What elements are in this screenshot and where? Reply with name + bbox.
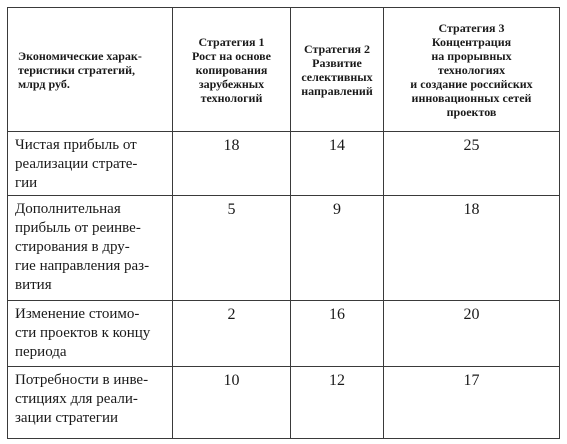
header-characteristics: Экономические харак- теристики стратегий, млрд руб.: [8, 8, 173, 132]
cell-strategy-1: 2: [173, 301, 291, 367]
header-row: [8, 8, 560, 132]
table-header: [8, 8, 560, 132]
row-label-net-profit: Чистая прибыль от реализации страте- гии: [8, 132, 173, 196]
table-body: [8, 132, 560, 439]
header-strategy-1: Стратегия 1 Рост на основе копирования зарубежных технологий: [173, 8, 291, 132]
header-strategy-3: Стратегия 3 Концентрация на прорывных технологиях и создание российских инновационных сетей проектов: [384, 8, 560, 132]
cell-strategy-1: 10: [173, 367, 291, 439]
cell-strategy-2: 16: [291, 301, 384, 367]
cell-strategy-3: 17: [384, 367, 560, 439]
cell-strategy-2: 14: [291, 132, 384, 196]
table-row: [8, 196, 560, 301]
cell-strategy-2: 9: [291, 196, 384, 301]
cell-strategy-3: 25: [384, 132, 560, 196]
header-strategy-2: Стратегия 2 Развитие селективных направлений: [291, 8, 384, 132]
table-row: [8, 132, 560, 196]
cell-strategy-3: 20: [384, 301, 560, 367]
cell-strategy-1: 18: [173, 132, 291, 196]
table-row: [8, 301, 560, 367]
strategy-comparison-table: [7, 7, 560, 439]
row-label-value-change: Изменение стоимо- сти проектов к концу периода: [8, 301, 173, 367]
cell-strategy-2: 12: [291, 367, 384, 439]
cell-strategy-1: 5: [173, 196, 291, 301]
row-label-investment-needs: Потребности в инве- стициях для реали- зации стратегии: [8, 367, 173, 439]
row-label-additional-profit: Дополнительная прибыль от реинве- стирования в дру- гие направления раз- вития: [8, 196, 173, 301]
table-row: [8, 367, 560, 439]
cell-strategy-3: 18: [384, 196, 560, 301]
